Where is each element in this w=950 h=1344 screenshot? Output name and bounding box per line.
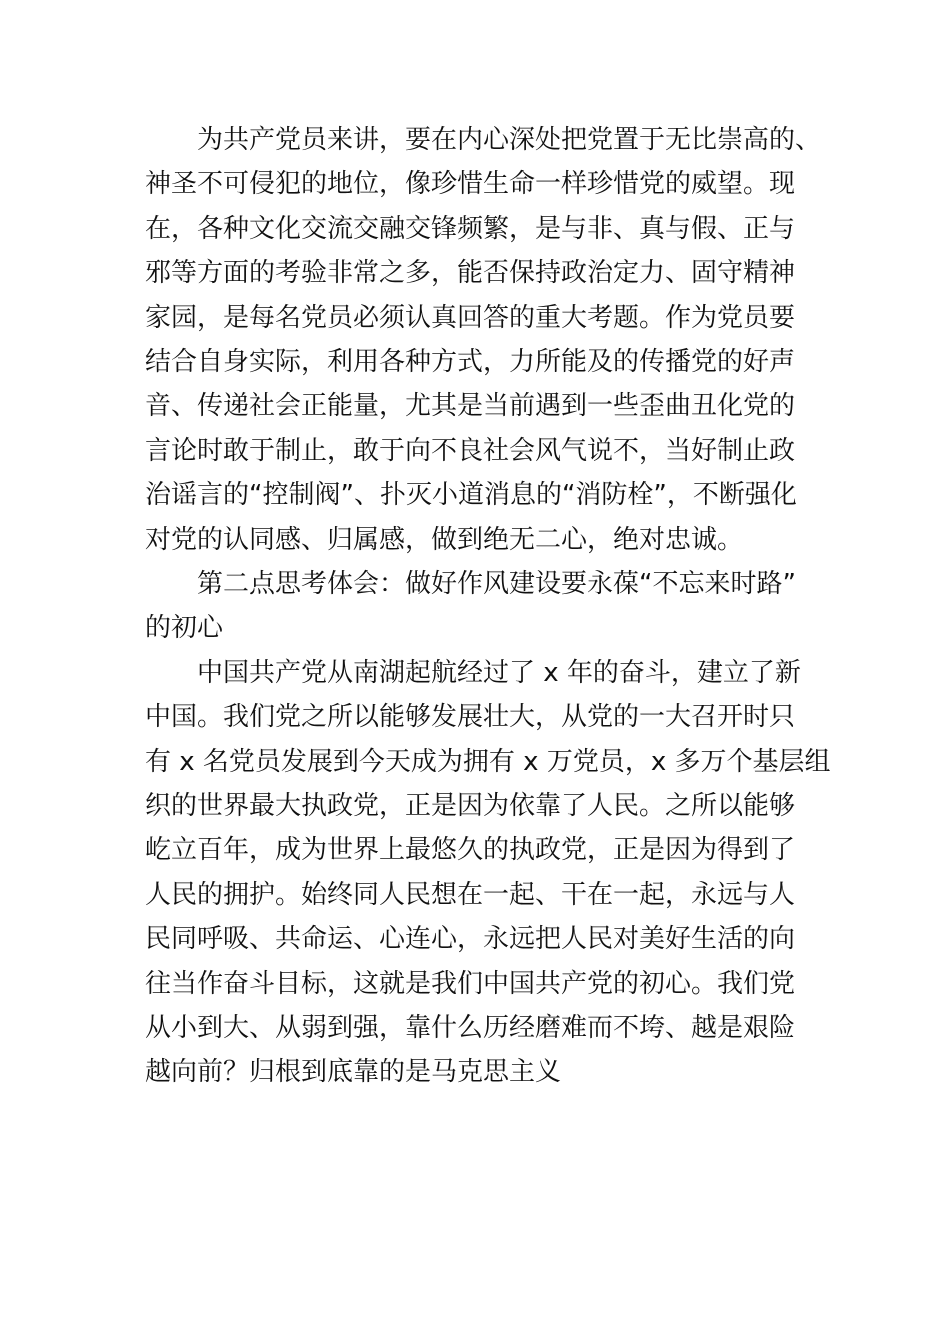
paragraph-line: 对党的认同感、归属感，做到绝无二心，绝对忠诚。 <box>145 524 744 555</box>
paragraph-line: 家园，是每名党员必须认真回答的重大考题。作为党员要 <box>145 302 796 333</box>
section-heading-line: 的初心 <box>145 613 224 644</box>
paragraph-line: 有 x 名党员发展到今天成为拥有 x 万党员，x 多万个基层组 <box>145 746 831 777</box>
paragraph-line: 为共产党员来讲，要在内心深处把党置于无比崇高的、 <box>197 125 822 155</box>
paragraph-line: 音、传递社会正能量，尤其是当前遇到一些歪曲丑化党的 <box>145 391 796 422</box>
paragraph-line: 治谣言的“控制阀”、扑灭小道消息的“消防栓”，不断强化 <box>145 480 797 511</box>
paragraph-line: 从小到大、从弱到强，靠什么历经磨难而不垮、越是艰险 <box>145 1013 796 1043</box>
paragraph-line: 民同呼吸、共命运、心连心，永远把人民对美好生活的向 <box>145 924 796 955</box>
paragraph-line: 人民的拥护。始终同人民想在一起、干在一起，永远与人 <box>145 879 796 910</box>
paragraph-line: 神圣不可侵犯的地位，像珍惜生命一样珍惜党的威望。现 <box>145 169 796 200</box>
paragraph-line: 织的世界最大执政党，正是因为依靠了人民。之所以能够 <box>145 791 796 821</box>
paragraph-line: 邪等方面的考验非常之多，能否保持政治定力、固守精神 <box>145 258 796 289</box>
paragraph-line: 屹立百年，成为世界上最悠久的执政党，正是因为得到了 <box>145 835 796 866</box>
paragraph-line: 往当作奋斗目标，这就是我们中国共产党的初心。我们党 <box>145 968 796 999</box>
paragraph-line: 结合自身实际，利用各种方式，力所能及的传播党的好声 <box>145 347 796 377</box>
paragraph-line: 越向前？归根到底靠的是马克思主义 <box>145 1057 562 1088</box>
paragraph-line: 中国共产党从南湖起航经过了 x 年的奋斗，建立了新 <box>197 657 801 688</box>
section-heading-line: 第二点思考体会：做好作风建设要永葆“不忘来时路” <box>197 569 796 599</box>
paragraph-line: 中国。我们党之所以能够发展壮大，从党的一大召开时只 <box>145 702 796 733</box>
paragraph-line: 在，各种文化交流交融交锋频繁，是与非、真与假、正与 <box>145 213 796 244</box>
paragraph-line: 言论时敢于制止，敢于向不良社会风气说不，当好制止政 <box>145 435 796 466</box>
